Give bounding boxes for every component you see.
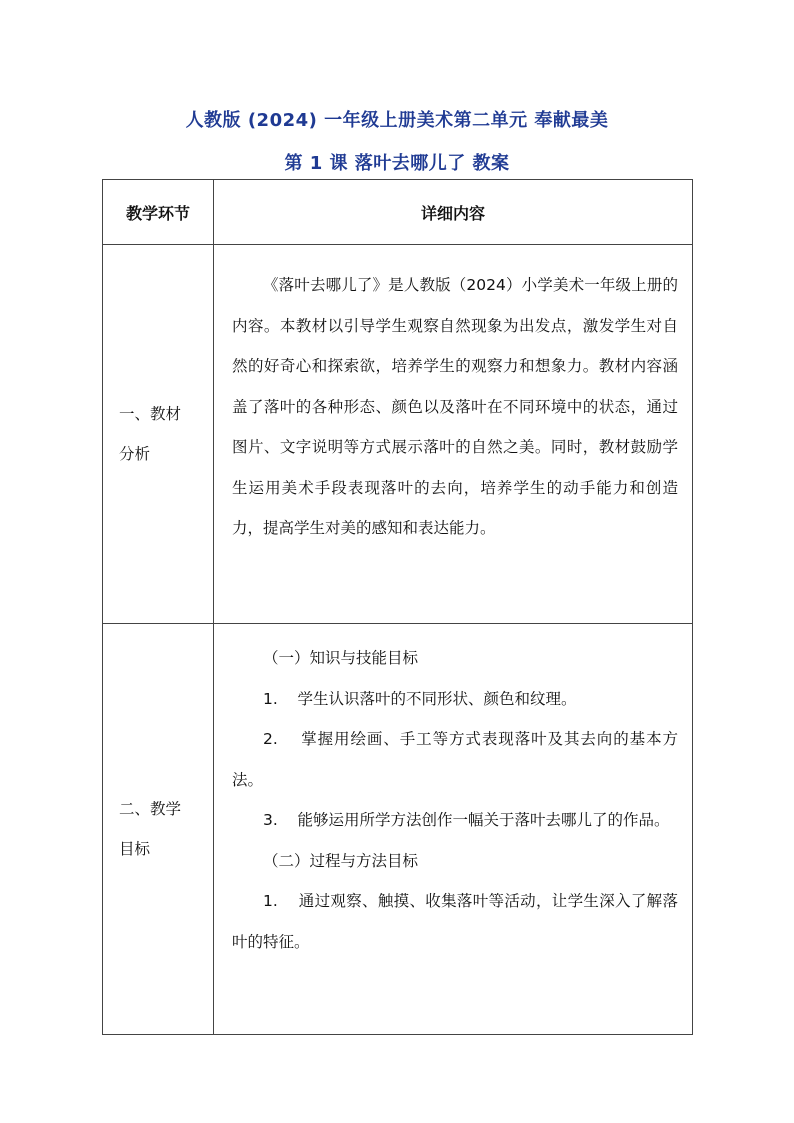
section-name-line2: 目标 bbox=[119, 840, 151, 858]
section-name-line1: 一、教材 bbox=[119, 405, 182, 423]
section-name-line2: 分析 bbox=[119, 445, 151, 463]
list-item-number: 1. bbox=[263, 892, 278, 910]
list-item-number: 1. bbox=[263, 689, 278, 708]
table-row bbox=[103, 624, 693, 1035]
section-name-cell bbox=[103, 624, 214, 1035]
list-item bbox=[232, 679, 678, 720]
column-header-content: 详细内容 bbox=[214, 180, 693, 245]
list-item bbox=[232, 719, 678, 800]
analysis-paragraph: 《落叶去哪儿了》是人教版（2024）小学美术一年级上册的内容。本教材以引导学生观察自然现象为出发点，激发学生对自然的好奇心和探索欲，培养学生的观察力和想象力。教材内容涵盖了落叶的各种形态、颜色以及落叶在不同环境中的状态，通过图片、文字说明等方式展示落叶的自然之美。同时，教材鼓励学生运用美术手段表现落叶的去向，培养学生的动手能力和创造力，提高学生对美的感知和表达能力。 bbox=[232, 276, 678, 537]
lesson-plan-table bbox=[102, 179, 693, 1035]
section-content-cell bbox=[214, 245, 693, 624]
document-title: 人教版 (2024) 一年级上册美术第二单元 奉献最美 bbox=[185, 110, 609, 131]
list-item bbox=[232, 881, 678, 962]
section-content-cell bbox=[214, 624, 693, 1035]
list-item bbox=[232, 800, 678, 841]
list-item-number: 2. bbox=[263, 730, 278, 748]
table-header-row bbox=[103, 180, 693, 245]
list-item-text: 学生认识落叶的不同形状、颜色和纹理。 bbox=[297, 689, 577, 708]
column-header-section: 教学环节 bbox=[103, 180, 214, 245]
section-name-cell bbox=[103, 245, 214, 624]
section-name-line1: 二、教学 bbox=[119, 800, 182, 818]
objective-subheading: （一）知识与技能目标 bbox=[263, 649, 419, 667]
list-item-number: 3. bbox=[263, 811, 278, 829]
lesson-subtitle: 第 1 课 落叶去哪儿了 教案 bbox=[284, 153, 510, 174]
objective-subheading: （二）过程与方法目标 bbox=[263, 851, 419, 870]
list-item-text: 能够运用所学方法创作一幅关于落叶去哪儿了的作品。 bbox=[297, 811, 670, 829]
table-row bbox=[103, 245, 693, 624]
list-item-text: 通过观察、触摸、收集落叶等活动，让学生深入了解落叶的特征。 bbox=[232, 892, 678, 951]
list-item-text: 掌握用绘画、手工等方式表现落叶及其去向的基本方法。 bbox=[232, 730, 678, 789]
